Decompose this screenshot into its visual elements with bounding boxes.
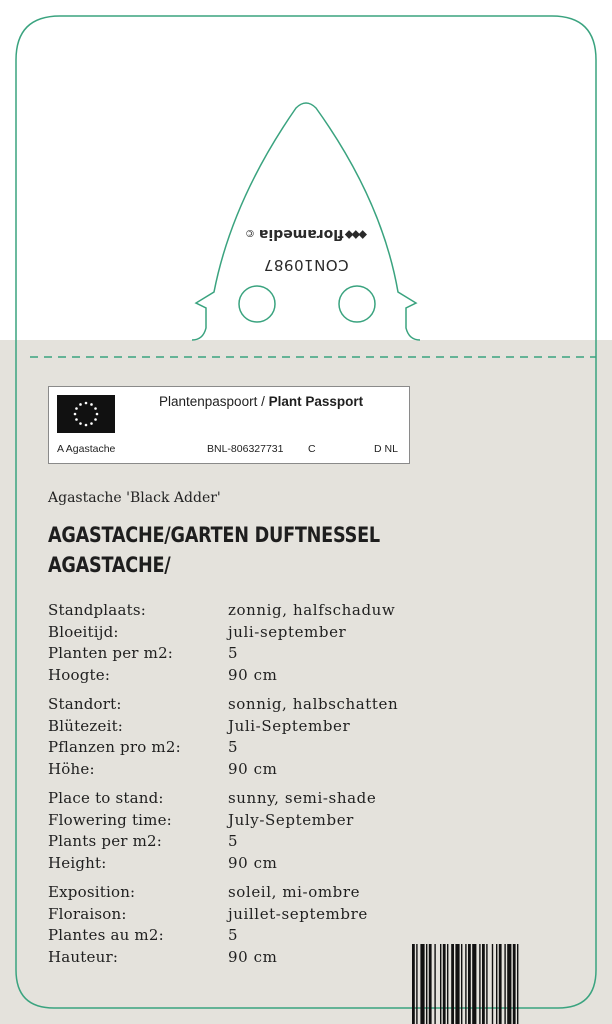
spec-value: Juli-September: [228, 716, 351, 735]
brand-logo: ⯁⯁⯁floramedia©: [244, 226, 368, 242]
copyright-symbol: ©: [244, 227, 255, 238]
eu-star: [96, 413, 99, 416]
barcode-bar: [426, 944, 427, 1024]
spec-label: Plants per m2:: [48, 832, 163, 850]
spec-row: [48, 737, 448, 759]
tag-head-outline: [192, 103, 420, 340]
common-names: [48, 520, 380, 580]
barcode-bar: [486, 944, 487, 1024]
specs-group-english: [48, 788, 448, 874]
spec-value: 90 cm: [228, 665, 278, 684]
spec-value: juillet-septembre: [228, 904, 368, 923]
common-name-line: AGASTACHE/: [48, 553, 171, 577]
spec-row: [48, 947, 448, 969]
barcode-bar: [496, 944, 497, 1024]
brand-leaf-icon: ⯁⯁⯁: [346, 227, 368, 240]
barcode-bar: [472, 944, 476, 1024]
eu-star: [85, 424, 88, 427]
spec-label: Hoogte:: [48, 665, 111, 684]
barcode-bar: [461, 944, 462, 1024]
eu-star: [85, 402, 88, 405]
botanical-name: Agastache 'Black Adder': [48, 490, 221, 506]
spec-label: Blütezeit:: [48, 716, 124, 735]
spec-row: [48, 831, 448, 853]
spec-value: July-September: [228, 810, 354, 829]
eu-star: [90, 422, 93, 425]
spec-label: Pflanzen pro m2:: [48, 738, 181, 756]
eu-star: [79, 403, 82, 406]
spec-label: Flowering time:: [48, 810, 172, 829]
eu-star: [94, 418, 97, 421]
specs-group-dutch: [48, 600, 448, 686]
passport-field-b: BNL-806327731: [207, 443, 284, 455]
spec-label: Exposition:: [48, 883, 136, 901]
spec-row: [48, 694, 448, 716]
spec-row: [48, 622, 448, 644]
barcode-bar: [504, 944, 505, 1024]
tag-hole-left: [239, 286, 275, 322]
barcode-bar: [492, 944, 493, 1024]
eu-star: [94, 407, 97, 410]
spec-value: 90 cm: [228, 947, 278, 966]
passport-title: Plantenpaspoort / Plant Passport: [159, 394, 364, 409]
barcode: [410, 944, 600, 1024]
spec-label: Höhe:: [48, 759, 95, 778]
common-name-line: AGASTACHE/GARTEN DUFTNESSEL: [48, 523, 380, 547]
barcode-bar: [507, 944, 511, 1024]
eu-star: [74, 413, 77, 416]
spec-row: [48, 600, 448, 622]
barcode-bar: [451, 944, 454, 1024]
barcode-bar: [455, 944, 459, 1024]
passport-field-d: D NL: [374, 443, 398, 455]
spec-label: Standplaats:: [48, 601, 146, 619]
barcode-bar: [513, 944, 516, 1024]
spec-label: Standort:: [48, 695, 122, 713]
product-code: CON10987: [263, 256, 349, 274]
spec-row: [48, 925, 448, 947]
spec-row: [48, 810, 448, 832]
barcode-bar: [440, 944, 441, 1024]
care-specs: [48, 600, 448, 976]
eu-star: [90, 403, 93, 406]
spec-value: 5: [228, 926, 239, 944]
spec-row: [48, 759, 448, 781]
spec-row: [48, 716, 448, 738]
spec-value: 5: [228, 738, 239, 756]
spec-value: sonnig, halbschatten: [228, 695, 399, 713]
spec-row: [48, 665, 448, 687]
eu-flag-icon: [57, 395, 115, 433]
plant-passport-box: [48, 386, 410, 464]
spec-label: Bloeitijd:: [48, 622, 119, 641]
spec-row: [48, 853, 448, 875]
spec-row: [48, 788, 448, 810]
spec-label: Height:: [48, 853, 107, 872]
spec-value: 90 cm: [228, 853, 278, 872]
barcode-bar: [434, 944, 435, 1024]
barcode-bar: [482, 944, 485, 1024]
spec-value: zonnig, halfschaduw: [228, 601, 396, 619]
barcode-bar: [416, 944, 417, 1024]
barcode-bar: [420, 944, 424, 1024]
spec-value: juli-september: [228, 622, 347, 641]
barcode-bar: [429, 944, 432, 1024]
eu-star: [75, 418, 78, 421]
barcode-bar: [412, 944, 415, 1024]
barcode-bar: [468, 944, 471, 1024]
spec-value: 5: [228, 832, 239, 850]
specs-group-french: [48, 882, 448, 968]
spec-value: 90 cm: [228, 759, 278, 778]
barcode-bar: [517, 944, 518, 1024]
barcode-bar: [443, 944, 446, 1024]
spec-label: Place to stand:: [48, 789, 164, 807]
spec-label: Planten per m2:: [48, 644, 174, 662]
spec-label: Hauteur:: [48, 947, 119, 966]
specs-group-german: [48, 694, 448, 780]
spec-value: sunny, semi-shade: [228, 789, 377, 807]
spec-value: 5: [228, 644, 239, 662]
passport-field-a: A Agastache: [57, 443, 116, 455]
barcode-bar: [465, 944, 466, 1024]
spec-value: soleil, mi-ombre: [228, 883, 361, 901]
spec-row: [48, 882, 448, 904]
eu-star: [79, 422, 82, 425]
barcode-bar: [479, 944, 480, 1024]
passport-field-c: C: [308, 443, 316, 455]
tag-hole-right: [339, 286, 375, 322]
spec-row: [48, 643, 448, 665]
spec-label: Floraison:: [48, 904, 127, 923]
barcode-bar: [499, 944, 502, 1024]
spec-row: [48, 904, 448, 926]
eu-star: [75, 407, 78, 410]
spec-label: Plantes au m2:: [48, 926, 164, 944]
barcode-bar: [447, 944, 448, 1024]
